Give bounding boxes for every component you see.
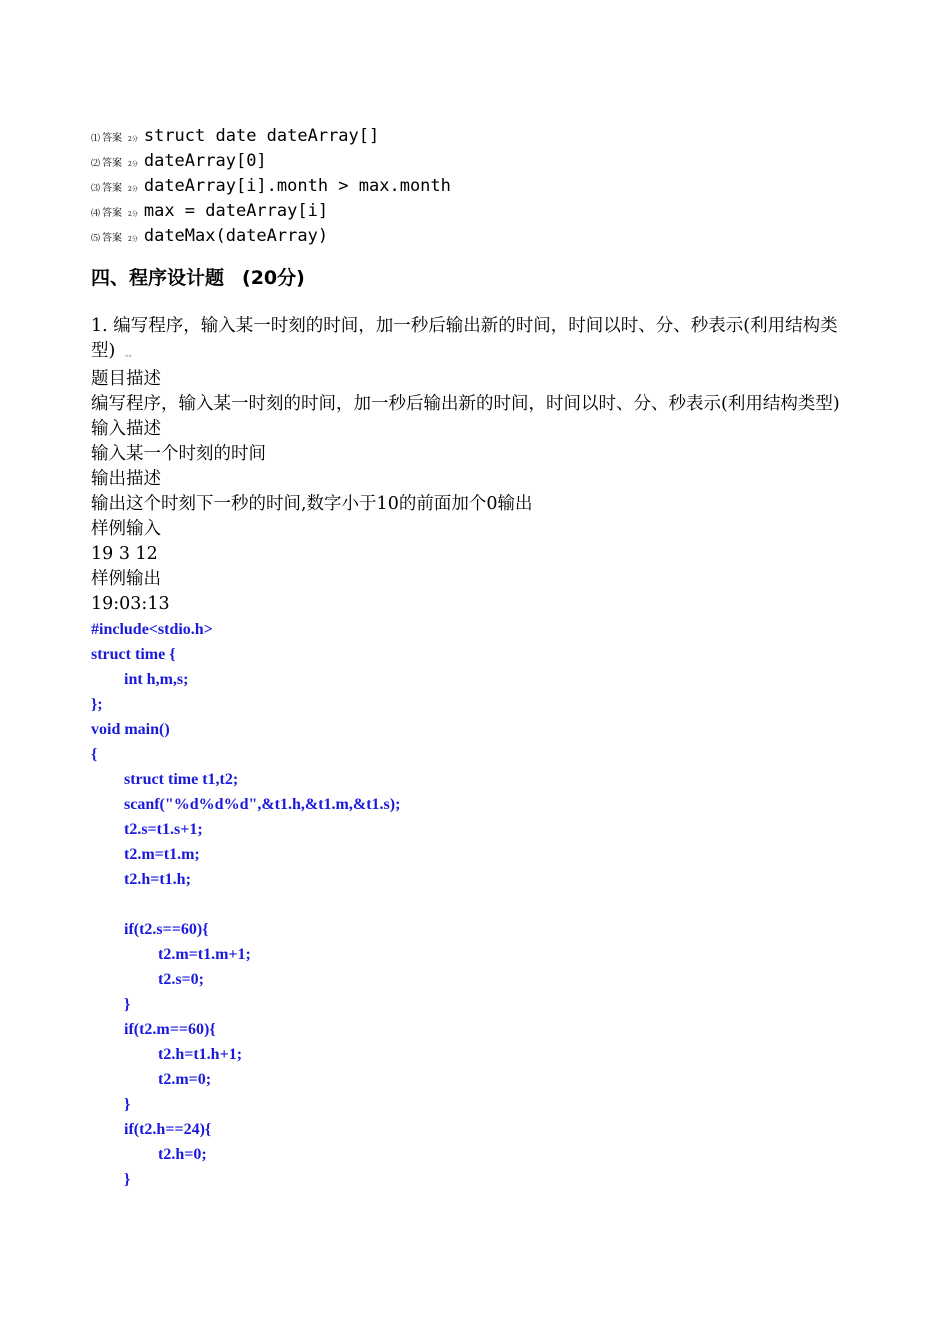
code-line: if(t2.m==60){ — [124, 1021, 216, 1038]
code-line: struct time { — [91, 646, 176, 663]
answer-points: 2分 — [128, 161, 138, 168]
answer-points: 2分 — [128, 211, 138, 218]
answer-list — [91, 124, 871, 249]
code-block — [91, 617, 871, 1192]
code-line: t2.h=t1.h; — [124, 871, 191, 888]
code-line: if(t2.h==24){ — [124, 1121, 212, 1138]
sample-output: 19:03:13 — [91, 594, 170, 614]
code-line: scanf("%d%d%d",&t1.h,&t1.m,&t1.s); — [124, 796, 401, 813]
desc-label: 题目描述 — [91, 369, 161, 389]
code-line: #include<stdio.h> — [91, 621, 213, 638]
section-title: 四、程序设计题 — [91, 267, 225, 289]
code-line: t2.m=t1.m+1; — [158, 946, 251, 963]
answer-points: 2分 — [128, 136, 138, 143]
output-label: 输出描述 — [91, 469, 161, 489]
answer-label: 答案 — [102, 133, 123, 144]
code-line: } — [124, 1096, 131, 1113]
input-label: 输入描述 — [91, 419, 161, 439]
question-intro-text: 1. 编写程序，输入某一时刻的时间，加一秒后输出新的时间，时间以时、分、秒表示(利用结构类型) — [91, 316, 838, 361]
code-line: } — [124, 1171, 131, 1188]
answer-number: ⑶ — [91, 184, 101, 194]
section-heading — [91, 263, 871, 293]
code-line: t2.m=t1.m; — [124, 846, 200, 863]
answer-code: max = dateArray[i] — [143, 201, 329, 221]
question-block — [91, 314, 871, 617]
answer-code: struct date dateArray[] — [143, 126, 380, 146]
answer-number: ⑴ — [91, 134, 101, 144]
answer-line — [91, 174, 871, 199]
code-line: t2.h=0; — [158, 1146, 207, 1163]
answer-line — [91, 149, 871, 174]
answer-label: 答案 — [102, 208, 123, 219]
code-line: } — [124, 996, 131, 1013]
code-line: void main() — [91, 721, 170, 738]
document-page — [91, 124, 871, 1192]
answer-line — [91, 199, 871, 224]
sample-input-label: 样例输入 — [91, 519, 161, 539]
code-line: t2.h=t1.h+1; — [158, 1046, 243, 1063]
answer-number: ⑷ — [91, 209, 101, 219]
code-line: { — [91, 746, 98, 763]
answer-code: dateArray[i].month > max.month — [143, 176, 451, 196]
answer-line — [91, 124, 871, 149]
answer-label: 答案 — [102, 183, 123, 194]
answer-number: ⑵ — [91, 159, 101, 169]
desc-text: 编写程序，输入某一时刻的时间，加一秒后输出新的时间，时间以时、分、秒表示(利用结构类型) — [91, 394, 840, 414]
answer-number: ⑸ — [91, 234, 101, 244]
code-line: struct time t1,t2; — [124, 771, 239, 788]
output-text: 输出这个时刻下一秒的时间,数字小于10的前面加个0输出 — [91, 494, 533, 514]
code-line: t2.s=0; — [158, 971, 204, 988]
question-intro — [91, 314, 871, 367]
answer-line — [91, 224, 871, 249]
sample-output-label: 样例输出 — [91, 569, 161, 589]
answer-points: 2分 — [128, 236, 138, 243]
sample-input: 19 3 12 — [91, 544, 158, 564]
code-line-blank — [91, 892, 871, 917]
input-text: 输入某一个时刻的时间 — [91, 444, 266, 464]
section-points: (20分) — [242, 267, 305, 289]
code-line: t2.m=0; — [158, 1071, 212, 1088]
code-line: int h,m,s; — [124, 671, 189, 688]
answer-label: 答案 — [102, 158, 123, 169]
answer-code: dateMax(dateArray) — [143, 226, 329, 246]
code-line: }; — [91, 696, 103, 713]
answer-label: 答案 — [102, 233, 123, 244]
code-line: t2.s=t1.s+1; — [124, 821, 203, 838]
answer-points: 2分 — [128, 186, 138, 193]
code-line: if(t2.s==60){ — [124, 921, 209, 938]
answer-code: dateArray[0] — [143, 151, 267, 171]
question-intro-mark: 。。 — [125, 350, 136, 358]
